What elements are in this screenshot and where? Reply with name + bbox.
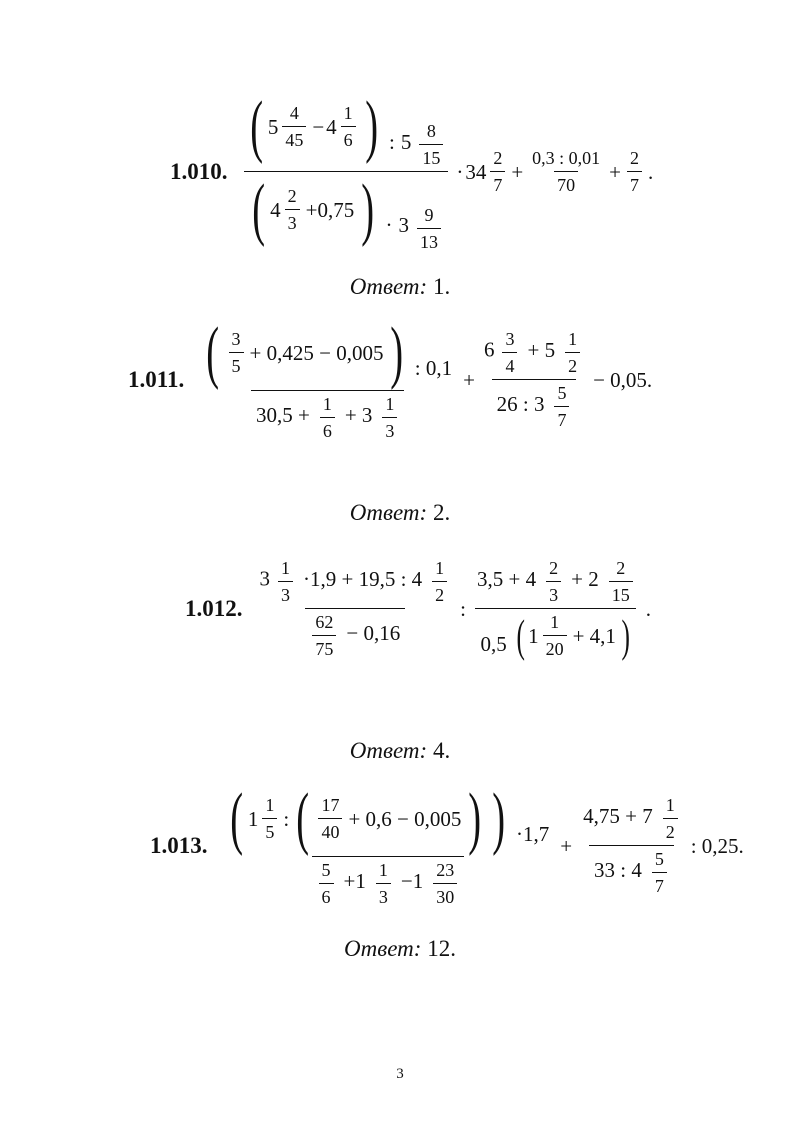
answer-value: 1. xyxy=(432,274,451,299)
answer-line xyxy=(0,274,800,300)
first-fraction: 3 $\frac{1}{3}$ ·1,9 + 19,5 : 4 $\frac{1}{2}$ $\frac{62}{75}$ − 0,16 xyxy=(257,558,455,660)
expression-1010: 1.010. ( 5 4 45 − 4 1 6 ) : 5 $\frac{8}{15}$ ( 4 2 3 +0,75 ) · 3 $\frac{9}{13}$ · 34 2 7 + $\frac{0,3 : 0,01}{70}$ + $\frac{2}{7}$ . xyxy=(170,88,654,252)
expression-1011: 1.011. ( 3 5 + 0,425 − 0,005 ) : 0,1 30,5 + $\frac{1}{6}$ + 3 $\frac{1}{3}$ + 6 $\frac{3}{4}$ + 5 $\frac{1}{2}$ 26 : 3 $\frac{5}{7}$ − 0,05. xyxy=(128,314,653,441)
expression-1013: 1.013. ( 1 1 5 : ( 17 40 + 0,6 − 0,005 ) ) ·1,7 $\frac{5}{6}$ +1 $\frac{1}{3}$ −1 $\frac{23}{30}$ + 4,75 + 7 $\frac{1}{2}$ 33 : 4 $\frac{5}{7}$ : 0,25. xyxy=(150,780,744,907)
answer-value: 12. xyxy=(427,936,456,961)
expression-1012: 1.012. 3 $\frac{1}{3}$ ·1,9 + 19,5 : 4 $\frac{1}{2}$ $\frac{62}{75}$ − 0,16 : 3,5 + 4 $\frac{2}{3}$ + 2 $\frac{2}{15}$ 0,5 ( 1 1 20 + 4,1 ) . xyxy=(185,558,651,661)
answer-label: Ответ: xyxy=(349,274,428,299)
answer-line xyxy=(0,936,800,962)
problem-number: 1.011. xyxy=(128,367,185,392)
second-fraction: 6 $\frac{3}{4}$ + 5 $\frac{1}{2}$ 26 : 3 $\frac{5}{7}$ xyxy=(481,329,587,431)
second-fraction: 3,5 + 4 $\frac{2}{3}$ + 2 $\frac{2}{15}$ 0,5 ( 1 1 20 + 4,1 ) xyxy=(472,558,640,660)
answer-label: Ответ: xyxy=(344,936,422,961)
answer-line xyxy=(0,500,800,526)
answer-label: Ответ: xyxy=(349,500,428,525)
problem-number: 1.010. xyxy=(170,159,228,185)
answer-line xyxy=(0,738,800,764)
answer-value: 4. xyxy=(432,738,451,763)
problem-number: 1.013. xyxy=(150,833,208,858)
problem-number: 1.012. xyxy=(185,596,243,621)
first-fraction: ( 3 5 + 0,425 − 0,005 ) : 0,1 30,5 + $\frac{1}{6}$ + 3 $\frac{1}{3}$ xyxy=(206,314,453,441)
main-fraction: ( 5 4 45 − 4 1 6 ) : 5 $\frac{8}{15}$ ( 4 2 3 +0,75 ) · 3 $\frac{9}{13}$ xyxy=(242,92,451,253)
page-number: 3 xyxy=(396,1066,404,1082)
answer-value: 2. xyxy=(432,500,451,525)
answer-label: Ответ: xyxy=(349,738,428,763)
first-fraction: ( 1 1 5 : ( 17 40 + 0,6 − 0,005 ) ) ·1,7 $\frac{5}{6}$ +1 $\frac{1}{3}$ −1 $\frac{23}{30}$ xyxy=(229,780,550,907)
second-fraction: 4,75 + 7 $\frac{1}{2}$ 33 : 4 $\frac{5}{7}$ xyxy=(578,795,685,897)
